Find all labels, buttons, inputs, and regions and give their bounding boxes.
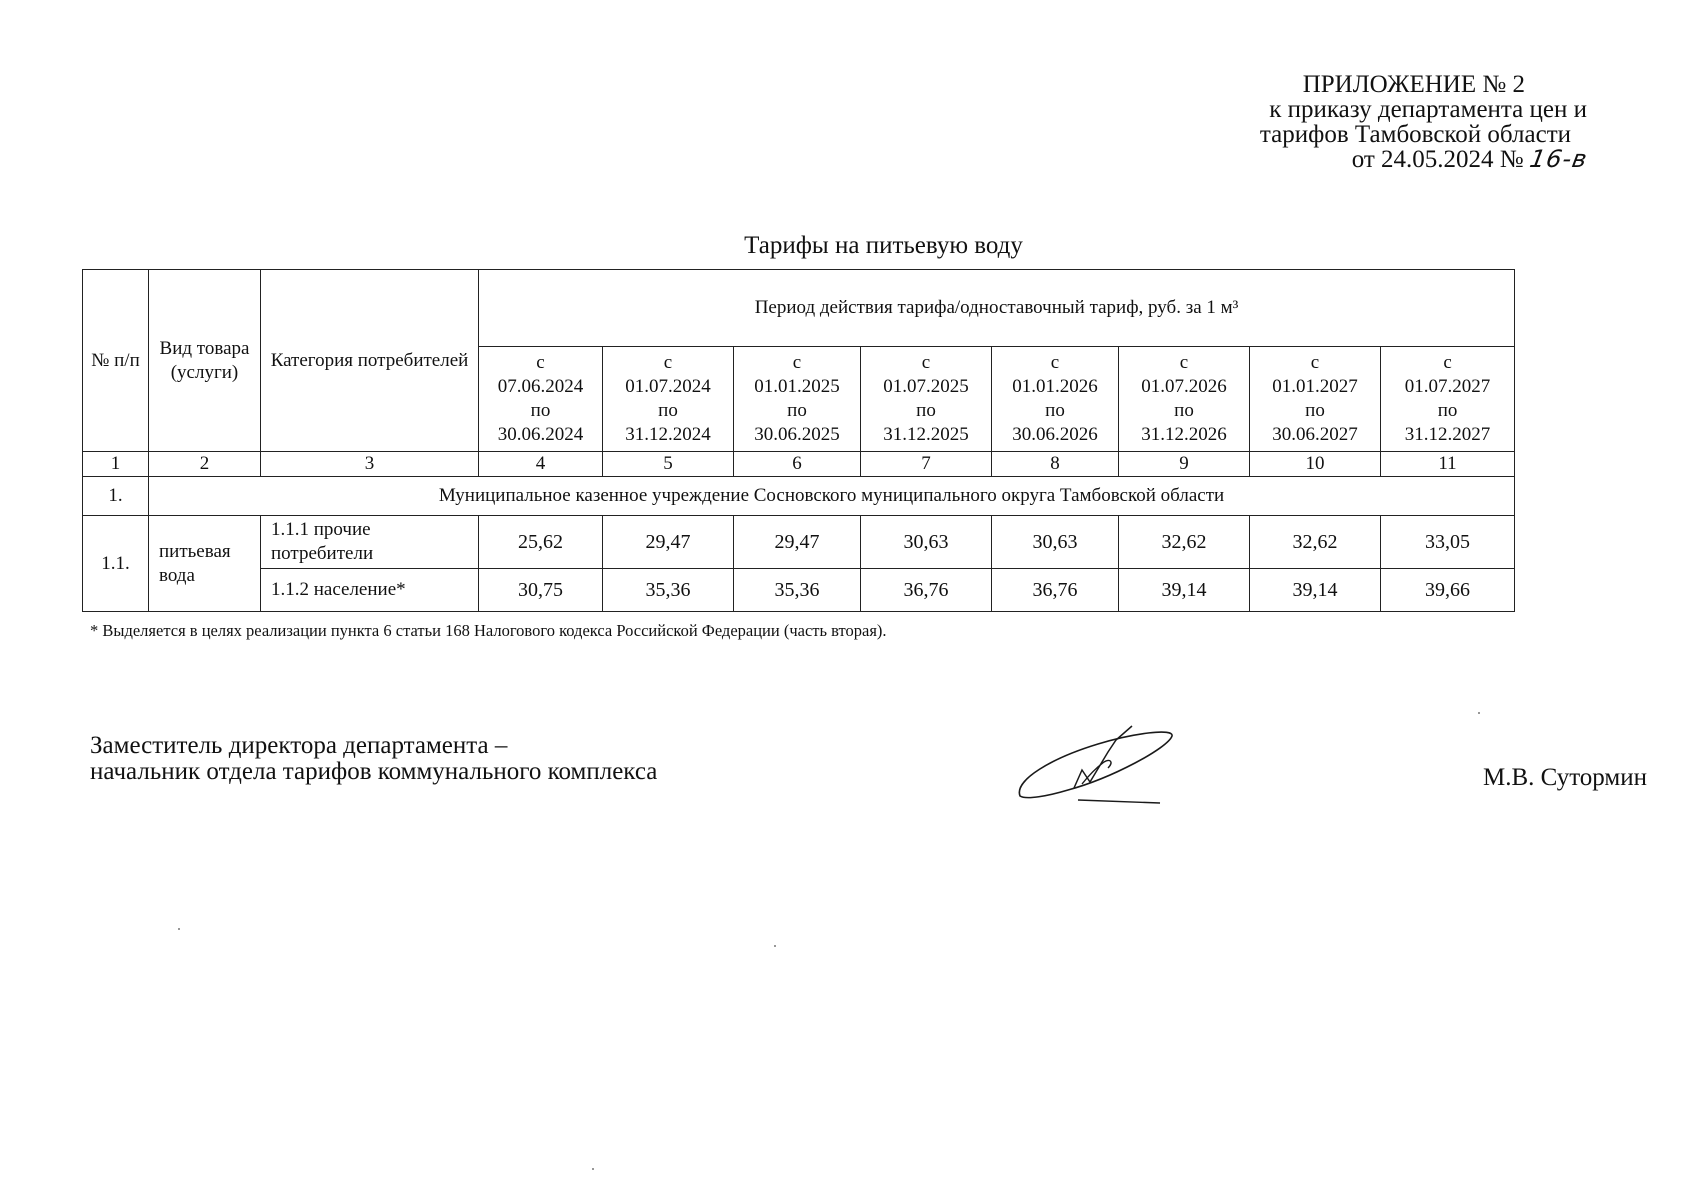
document-title: Тарифы на питьевую воду	[744, 232, 1023, 259]
column-number: 5	[603, 452, 734, 477]
period-header: с 01.01.2027 по 30.06.2027	[1250, 347, 1381, 452]
tariff-value: 30,75	[479, 569, 603, 612]
tariff-value: 39,14	[1119, 569, 1250, 612]
tariff-value: 36,76	[861, 569, 992, 612]
period-header: с 01.01.2025 по 30.06.2025	[734, 347, 861, 452]
tariff-value: 39,14	[1250, 569, 1381, 612]
period-header: с 01.07.2025 по 31.12.2025	[861, 347, 992, 452]
scan-speck	[592, 1168, 594, 1170]
column-number: 9	[1119, 452, 1250, 477]
tariff-value: 32,62	[1250, 516, 1381, 569]
table-row	[83, 569, 1515, 612]
tariff-value: 36,76	[992, 569, 1119, 612]
signer-name: М.В. Сутормин	[1482, 764, 1647, 791]
scan-speck	[1478, 712, 1480, 714]
footnote: * Выделяется в целях реализации пункта 6 статьи 168 Налогового кодекса Российской Федерации (часть вторая).	[90, 621, 887, 640]
column-number: 3	[261, 452, 479, 477]
table-row	[83, 516, 1515, 569]
header-period: Период действия тарифа/одноставочный тариф, руб. за 1 м³	[479, 270, 1515, 347]
appendix-subtitle-line1: к приказу департамента цен и	[1269, 96, 1587, 123]
period-header: с 07.06.2024 по 30.06.2024	[479, 347, 603, 452]
column-number: 11	[1381, 452, 1515, 477]
order-date: от 24.05.2024 №	[1351, 146, 1524, 173]
appendix-title: ПРИЛОЖЕНИЕ № 2	[1302, 71, 1525, 98]
column-number-row	[83, 452, 1515, 477]
service-row-num: 1.1.	[83, 516, 149, 612]
column-number: 10	[1250, 452, 1381, 477]
scan-speck	[178, 928, 180, 930]
tariff-value: 29,47	[603, 516, 734, 569]
tariff-value: 33,05	[1381, 516, 1515, 569]
consumer-category: 1.1.1 прочие потребители	[261, 516, 479, 569]
column-number: 4	[479, 452, 603, 477]
column-number: 8	[992, 452, 1119, 477]
period-header: с 01.07.2027 по 31.12.2027	[1381, 347, 1515, 452]
period-header: с 01.01.2026 по 30.06.2026	[992, 347, 1119, 452]
tariff-value: 35,36	[603, 569, 734, 612]
signer-position-line2: начальник отдела тарифов коммунального комплекса	[90, 758, 658, 785]
appendix-subtitle-line2: тарифов Тамбовской области	[1259, 121, 1571, 148]
header-num: № п/п	[83, 270, 149, 452]
scan-speck	[774, 945, 776, 947]
period-header: с 01.07.2026 по 31.12.2026	[1119, 347, 1250, 452]
tariff-value: 29,47	[734, 516, 861, 569]
tariff-value: 35,36	[734, 569, 861, 612]
service-goods: питьевая вода	[149, 516, 261, 612]
tariff-value: 32,62	[1119, 516, 1250, 569]
tariff-value: 25,62	[479, 516, 603, 569]
signer-position	[90, 733, 657, 785]
consumer-category: 1.1.2 население*	[261, 569, 479, 612]
header-goods: Вид товара (услуги)	[149, 270, 261, 452]
period-header: с 01.07.2024 по 31.12.2024	[603, 347, 734, 452]
org-row-num: 1.	[83, 477, 149, 516]
tariff-value: 30,63	[861, 516, 992, 569]
org-name: Муниципальное казенное учреждение Сосновского муниципального округа Тамбовской области	[149, 477, 1515, 516]
header-row-1	[83, 270, 1515, 347]
column-number: 2	[149, 452, 261, 477]
tariff-value: 30,63	[992, 516, 1119, 569]
org-row	[83, 477, 1515, 516]
handwritten-signature	[1012, 722, 1184, 804]
column-number: 6	[734, 452, 861, 477]
tariff-value: 39,66	[1381, 569, 1515, 612]
signer-position-line1: Заместитель директора департамента –	[90, 732, 508, 759]
header-category: Категория потребителей	[261, 270, 479, 452]
order-number-handwritten: 16-в	[1527, 145, 1590, 173]
column-number: 7	[861, 452, 992, 477]
appendix-header	[1147, 71, 1590, 173]
column-number: 1	[83, 452, 149, 477]
appendix-order-line	[1147, 145, 1590, 173]
tariff-table	[82, 269, 1515, 612]
